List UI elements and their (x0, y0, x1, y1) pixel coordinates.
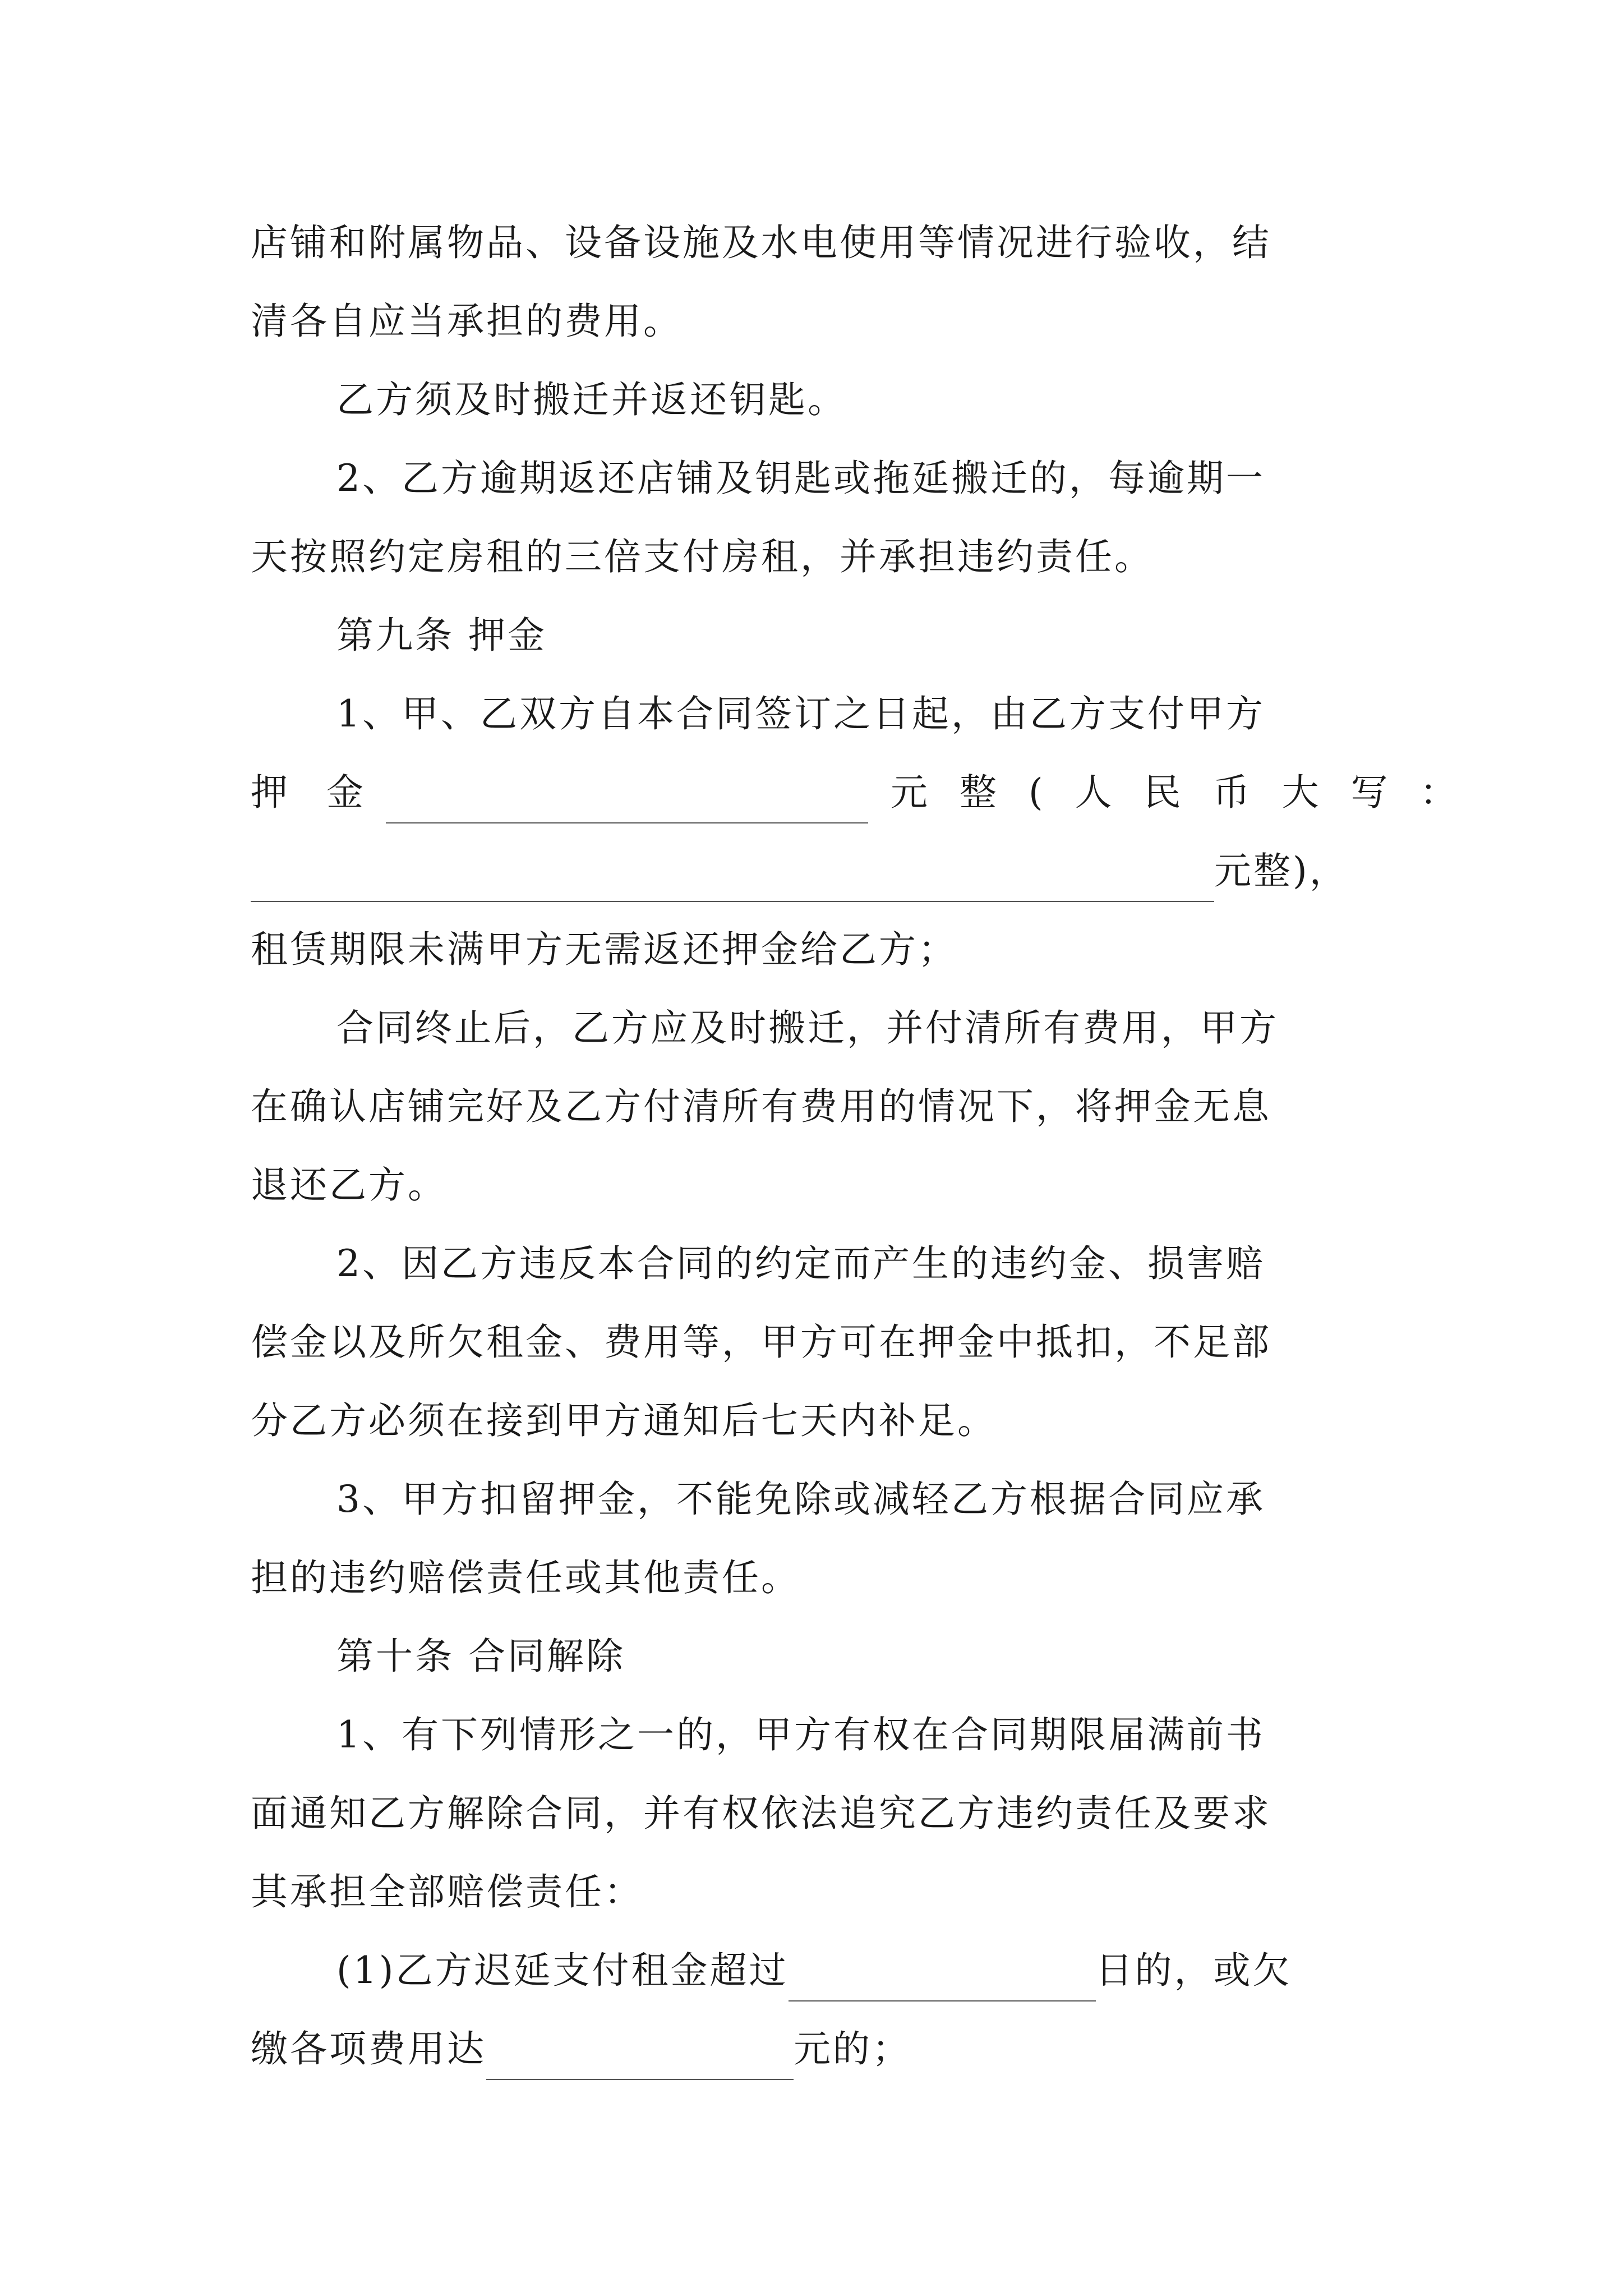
section-heading-deposit: 第九条 押金 (336, 614, 547, 657)
paragraph-line: 清各自应当承担的费用。 (251, 300, 683, 343)
paragraph-line: 2、乙方逾期返还店铺及钥匙或拖延搬迁的，每逾期一 (336, 457, 1265, 500)
paragraph-line: 偿金以及所欠租金、费用等，甲方可在押金中抵扣，不足部 (251, 1320, 1271, 1364)
paragraph-line: 分乙方必须在接到甲方通知后七天内补足。 (251, 1399, 997, 1442)
late-rent-days-blank (789, 1960, 1096, 2001)
arrears-suffix: 元的； (794, 2027, 911, 2070)
deposit-label: 押 金 (251, 771, 377, 814)
deposit-amount-blank (386, 782, 868, 823)
deposit-amount-line (251, 762, 1467, 823)
deposit-unit-label: 元 整 ( 人 民 币 大 写 ： (890, 771, 1467, 814)
deposit-capital-unit: 元整)， (1214, 849, 1349, 892)
arrears-line (251, 2018, 1395, 2080)
paragraph-line: 1、甲、乙双方自本合同签订之日起，由乙方支付甲方 (336, 692, 1265, 735)
paragraph-line: 其承担全部赔偿责任： (251, 1870, 643, 1913)
late-rent-label: (1)乙方迟延支付租金超过 (336, 1949, 789, 1992)
paragraph-line: 乙方须及时搬迁并返还钥匙。 (336, 378, 847, 421)
paragraph-line: 店铺和附属物品、设备设施及水电使用等情况进行验收，结 (251, 221, 1271, 264)
paragraph-line: 退还乙方。 (251, 1163, 447, 1207)
paragraph-line: 1、有下列情形之一的，甲方有权在合同期限届满前书 (336, 1713, 1265, 1756)
late-rent-suffix: 日的，或欠 (1095, 1949, 1292, 1992)
deposit-amount-capital-line (251, 840, 1395, 902)
late-rent-line (336, 1940, 1395, 2001)
arrears-amount-blank (486, 2039, 794, 2080)
section-heading-termination: 第十条 合同解除 (336, 1635, 625, 1678)
paragraph-line: 面通知乙方解除合同，并有权依法追究乙方违约责任及要求 (251, 1792, 1271, 1835)
paragraph-line: 天按照约定房租的三倍支付房租，并承担违约责任。 (251, 535, 1154, 578)
paragraph-line: 在确认店铺完好及乙方付清所有费用的情况下，将押金无息 (251, 1085, 1271, 1128)
arrears-label: 缴各项费用达 (251, 2027, 486, 2070)
paragraph-line: 3、甲方扣留押金，不能免除或减轻乙方根据合同应承 (336, 1478, 1265, 1521)
paragraph-line: 合同终止后，乙方应及时搬迁，并付清所有费用，甲方 (336, 1006, 1279, 1050)
paragraph-line: 租赁期限未满甲方无需返还押金给乙方； (251, 928, 957, 971)
paragraph-line: 担的违约赔偿责任或其他责任。 (251, 1556, 800, 1599)
deposit-capital-blank (251, 861, 1214, 902)
paragraph-line: 2、因乙方违反本合同的约定而产生的违约金、损害赔 (336, 1242, 1265, 1285)
